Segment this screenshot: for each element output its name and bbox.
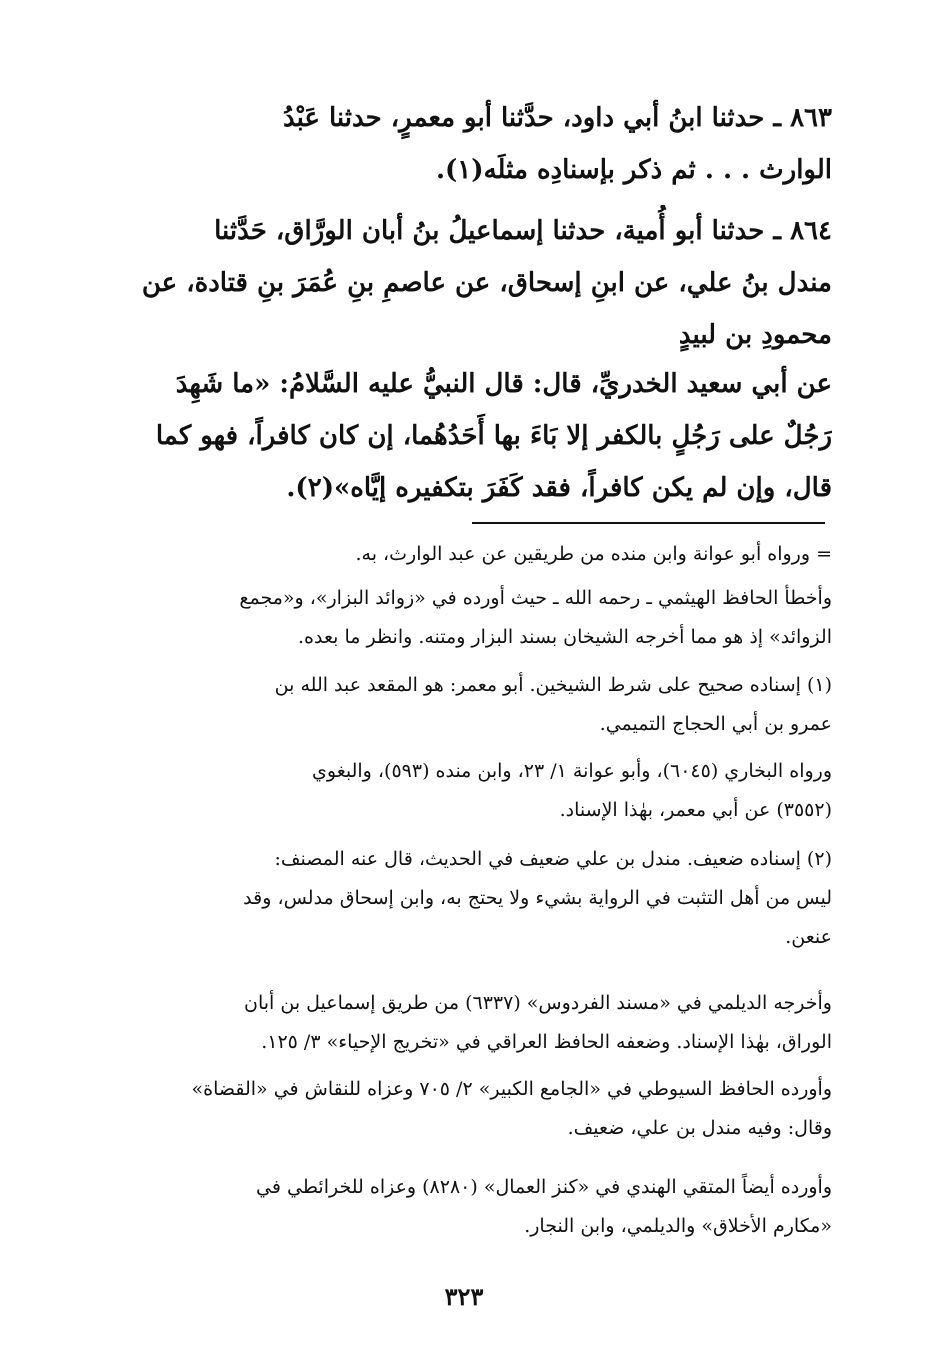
text-line: الوارث . . . ثم ذكر بإسنادِه مثلَه(١). bbox=[435, 155, 832, 185]
footnote-2-daylami bbox=[120, 984, 832, 1062]
footnote-line: الوراق، بهٰذا الإسناد. وضعفه الحافظ العراقي في «تخريج الإحياء» ٣/ ١٢٥. bbox=[261, 1031, 832, 1053]
footnote-2-muttaqi bbox=[120, 1168, 832, 1246]
footnote-1-references bbox=[120, 752, 832, 830]
footnote-line: وأورده أيضاً المتقي الهندي في «كنز العمال» (٨٢٨٠) وعزاه للخرائطي في bbox=[256, 1176, 832, 1198]
footnote-line: عنعن. bbox=[785, 926, 832, 948]
footnote-2 bbox=[120, 840, 832, 957]
text-line: ٨٦٣ ـ حدثنا ابنُ أبي داود، حدَّثنا أبو معمرٍ، حدثنا عَبْدُ bbox=[282, 103, 832, 133]
text-line: عن أبي سعيد الخدريِّ، قال: قال النبيُّ عليه السَّلامُ: «ما شَهِدَ bbox=[175, 369, 832, 399]
footnote-line: «مكارم الأخلاق» والديلمي، وابن النجار. bbox=[524, 1215, 832, 1237]
footnote-line: وأخطأ الحافظ الهيثمي ـ رحمه الله ـ حيث أورده في «زوائد البزار»، و«مجمع bbox=[239, 587, 832, 609]
footnote-separator bbox=[472, 522, 825, 524]
footnote-2-suyuti bbox=[120, 1070, 832, 1148]
footnote-line: وأورده الحافظ السيوطي في «الجامع الكبير» ٢/ ٧٠٥ وعزاه للنقاش في «القضاة» bbox=[191, 1078, 832, 1100]
hadith-863 bbox=[120, 92, 832, 196]
footnote-1 bbox=[120, 666, 832, 744]
footnote-line: وأخرجه الديلمي في «مسند الفردوس» (٦٣٣٧) من طريق إسماعيل بن أبان bbox=[244, 992, 832, 1014]
footnote-line: وقال: وفيه مندل بن علي، ضعيف. bbox=[567, 1117, 832, 1139]
footnote-continuation bbox=[120, 535, 832, 574]
footnote-line: (٣٥٥٢) عن أبي معمر، بهٰذا الإسناد. bbox=[559, 799, 832, 821]
footnote-line: = ورواه أبو عوانة وابن منده من طريقين عن عبد الوارث، به. bbox=[355, 543, 832, 565]
footnote-line: الزوائد» إذ هو مما أخرجه الشيخان بسند البزار ومتنه. وانظر ما بعده. bbox=[298, 626, 832, 648]
text-line: رَجُلٌ على رَجُلٍ بالكفر إلا بَاءَ بها أَحَدُهُما، إن كان كافراً، فهو كما bbox=[155, 421, 832, 451]
page-number: ٣٢٣ bbox=[444, 1282, 484, 1311]
footnote-line: عمرو بن أبي الحجاج التميمي. bbox=[599, 713, 832, 735]
footnote-line: (٢) إسناده ضعيف. مندل بن علي ضعيف في الحديث، قال عنه المصنف: bbox=[274, 848, 832, 870]
text-line: مندل بنُ علي، عن ابنِ إسحاق، عن عاصمِ بنِ عُمَرَ بنِ قتادة، عن bbox=[141, 268, 832, 298]
footnote-line: ورواه البخاري (٦٠٤٥)، وأبو عوانة ١/ ٢٣، وابن منده (٥٩٣)، والبغوي bbox=[312, 760, 832, 782]
footnote-haythami bbox=[120, 579, 832, 657]
footnote-line: (١) إسناده صحيح على شرط الشيخين. أبو معمر: هو المقعد عبد الله بن bbox=[274, 674, 832, 696]
text-line: محمودِ بن لبيدٍ bbox=[678, 320, 832, 350]
hadith-864-matn bbox=[120, 358, 832, 514]
text-line: قال، وإن لم يكن كافراً، فقد كَفَرَ بتكفيره إيَّاه»(٢). bbox=[286, 473, 832, 503]
footnote-line: ليس من أهل التثبت في الرواية بشيء ولا يحتج به، وابن إسحاق مدلس، وقد bbox=[243, 887, 832, 909]
hadith-864-isnad bbox=[120, 205, 832, 361]
text-line: ٨٦٤ ـ حدثنا أبو أُمية، حدثنا إسماعيلُ بنُ أبان الورَّاق، حَدَّثنا bbox=[214, 216, 832, 246]
